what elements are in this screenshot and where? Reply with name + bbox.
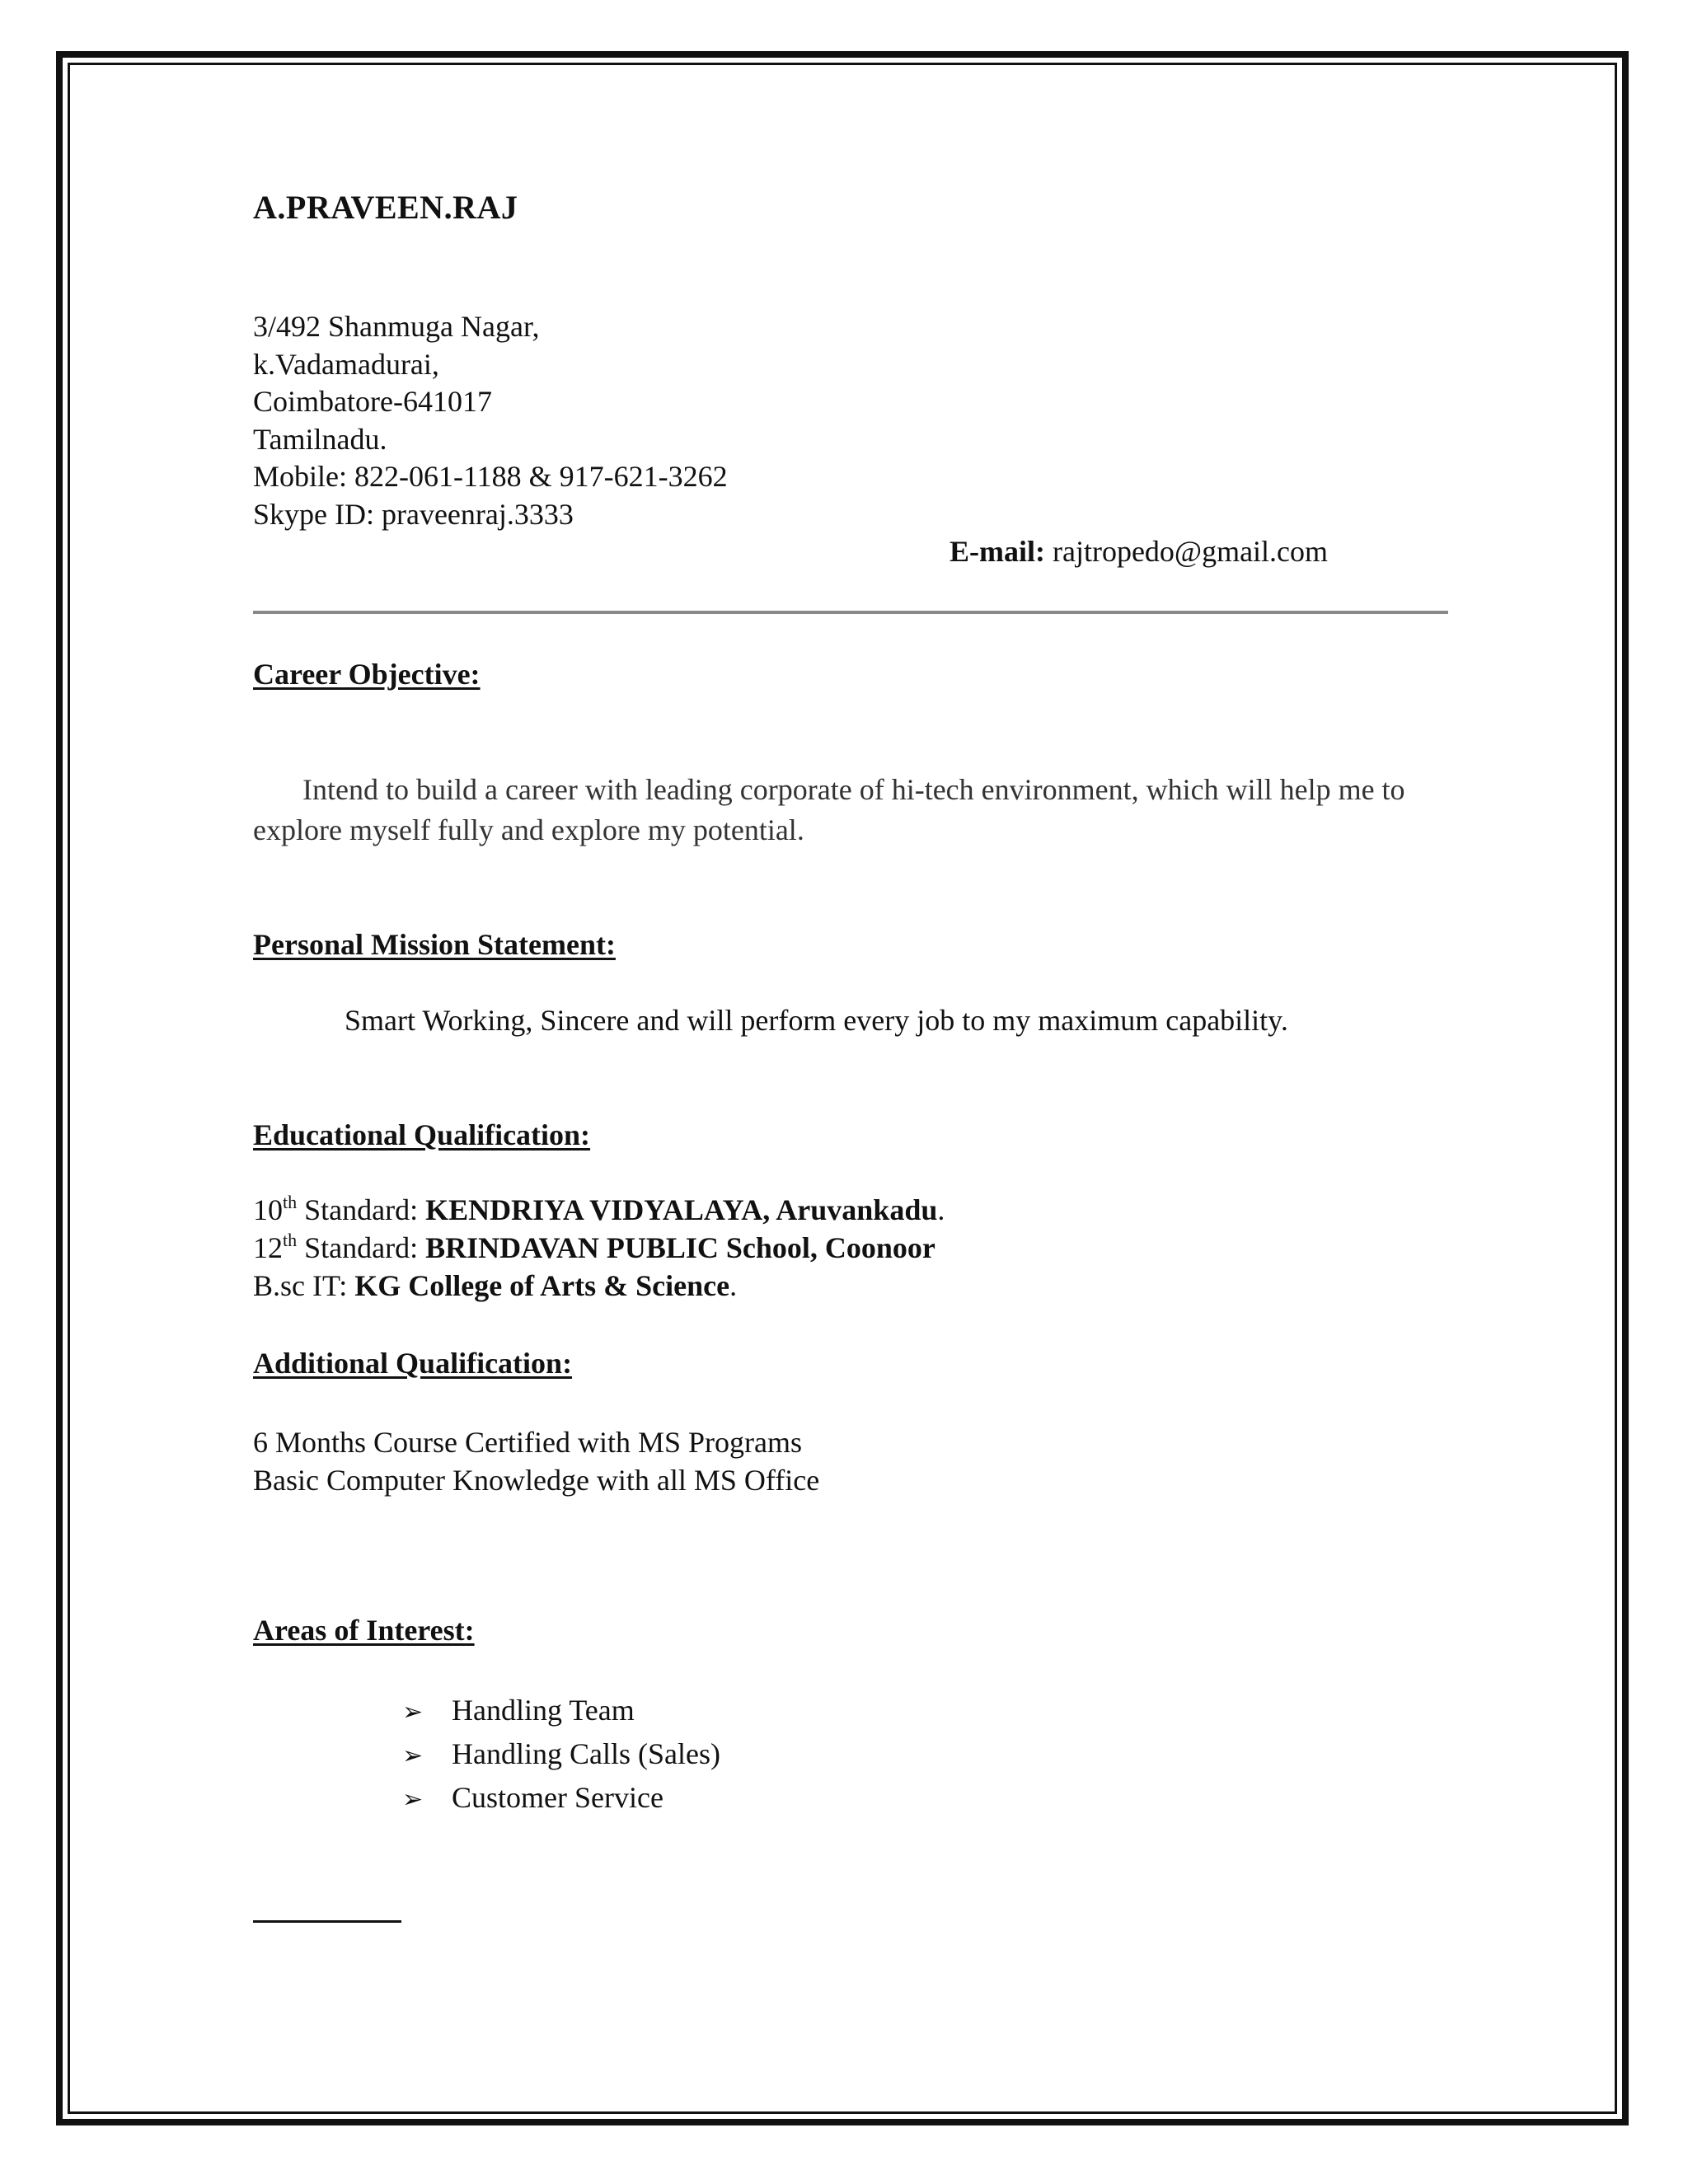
list-item-label: Customer Service: [452, 1781, 663, 1814]
education-label: :: [339, 1269, 355, 1302]
address-line: Tamilnadu.: [253, 422, 387, 456]
arrow-bullet-icon: ➢: [402, 1741, 424, 1770]
education-row: [253, 1191, 945, 1229]
arrow-bullet-icon: ➢: [402, 1698, 424, 1727]
career-objective-text: Intend to build a career with leading corporate of hi-tech environment, which will help me to explore myself fully and explore my potential.: [253, 773, 1405, 846]
education-label: Standard:: [297, 1193, 426, 1226]
areas-of-interest-list: [402, 1690, 720, 1821]
education-row: [253, 1267, 945, 1305]
education-punct: .: [729, 1269, 738, 1302]
education-school: BRINDAVAN PUBLIC School, Coonoor: [425, 1231, 935, 1264]
address-line: Coimbatore-641017: [253, 385, 492, 418]
education-list: [253, 1191, 945, 1305]
list-item: [402, 1777, 720, 1821]
education-level-suffix: th: [283, 1192, 298, 1212]
address-block: [253, 308, 728, 533]
education-row: [253, 1229, 945, 1267]
education-level-suffix: th: [283, 1230, 298, 1250]
address-line: k.Vadamadurai,: [253, 347, 439, 381]
header-divider: [253, 611, 1448, 614]
skype-line: Skype ID: praveenraj.3333: [253, 497, 574, 531]
email-line: [950, 534, 1328, 569]
education-school: KG College of Arts & Science: [354, 1269, 730, 1302]
education-punct: .: [937, 1193, 945, 1226]
education-heading: Educational Qualification:: [253, 1118, 591, 1151]
arrow-bullet-icon: ➢: [402, 1785, 424, 1814]
signature-line: [253, 1920, 401, 1923]
list-item: 6 Months Course Certified with MS Programs: [253, 1426, 802, 1459]
education-label: Standard:: [297, 1231, 426, 1264]
mobile-line: Mobile: 822-061-1188 & 917-621-3262: [253, 460, 728, 493]
list-item: [402, 1690, 720, 1733]
additional-qualification-heading: Additional Qualification:: [253, 1347, 573, 1380]
email-value: rajtropedo@gmail.com: [1052, 535, 1329, 568]
address-line: 3/492 Shanmuga Nagar,: [253, 310, 540, 343]
education-level: B.sc IT: [253, 1269, 340, 1302]
list-item: Basic Computer Knowledge with all MS Office: [253, 1464, 820, 1497]
mission-heading: Personal Mission Statement:: [253, 928, 616, 961]
additional-qualification-list: [253, 1423, 819, 1499]
education-level: 10: [253, 1193, 283, 1226]
list-item: [402, 1733, 720, 1777]
list-item-label: Handling Team: [452, 1694, 635, 1727]
candidate-name: A.PRAVEEN.RAJ: [253, 189, 518, 226]
mission-text: Smart Working, Sincere and will perform every job to my maximum capability.: [345, 1004, 1288, 1037]
areas-of-interest-heading: Areas of Interest:: [253, 1614, 475, 1647]
education-school: KENDRIYA VIDYALAYA, Aruvankadu: [425, 1193, 938, 1226]
career-objective-heading: Career Objective:: [253, 658, 481, 691]
email-label: E-mail:: [950, 535, 1045, 568]
list-item-label: Handling Calls (Sales): [452, 1737, 720, 1770]
education-level: 12: [253, 1231, 283, 1264]
